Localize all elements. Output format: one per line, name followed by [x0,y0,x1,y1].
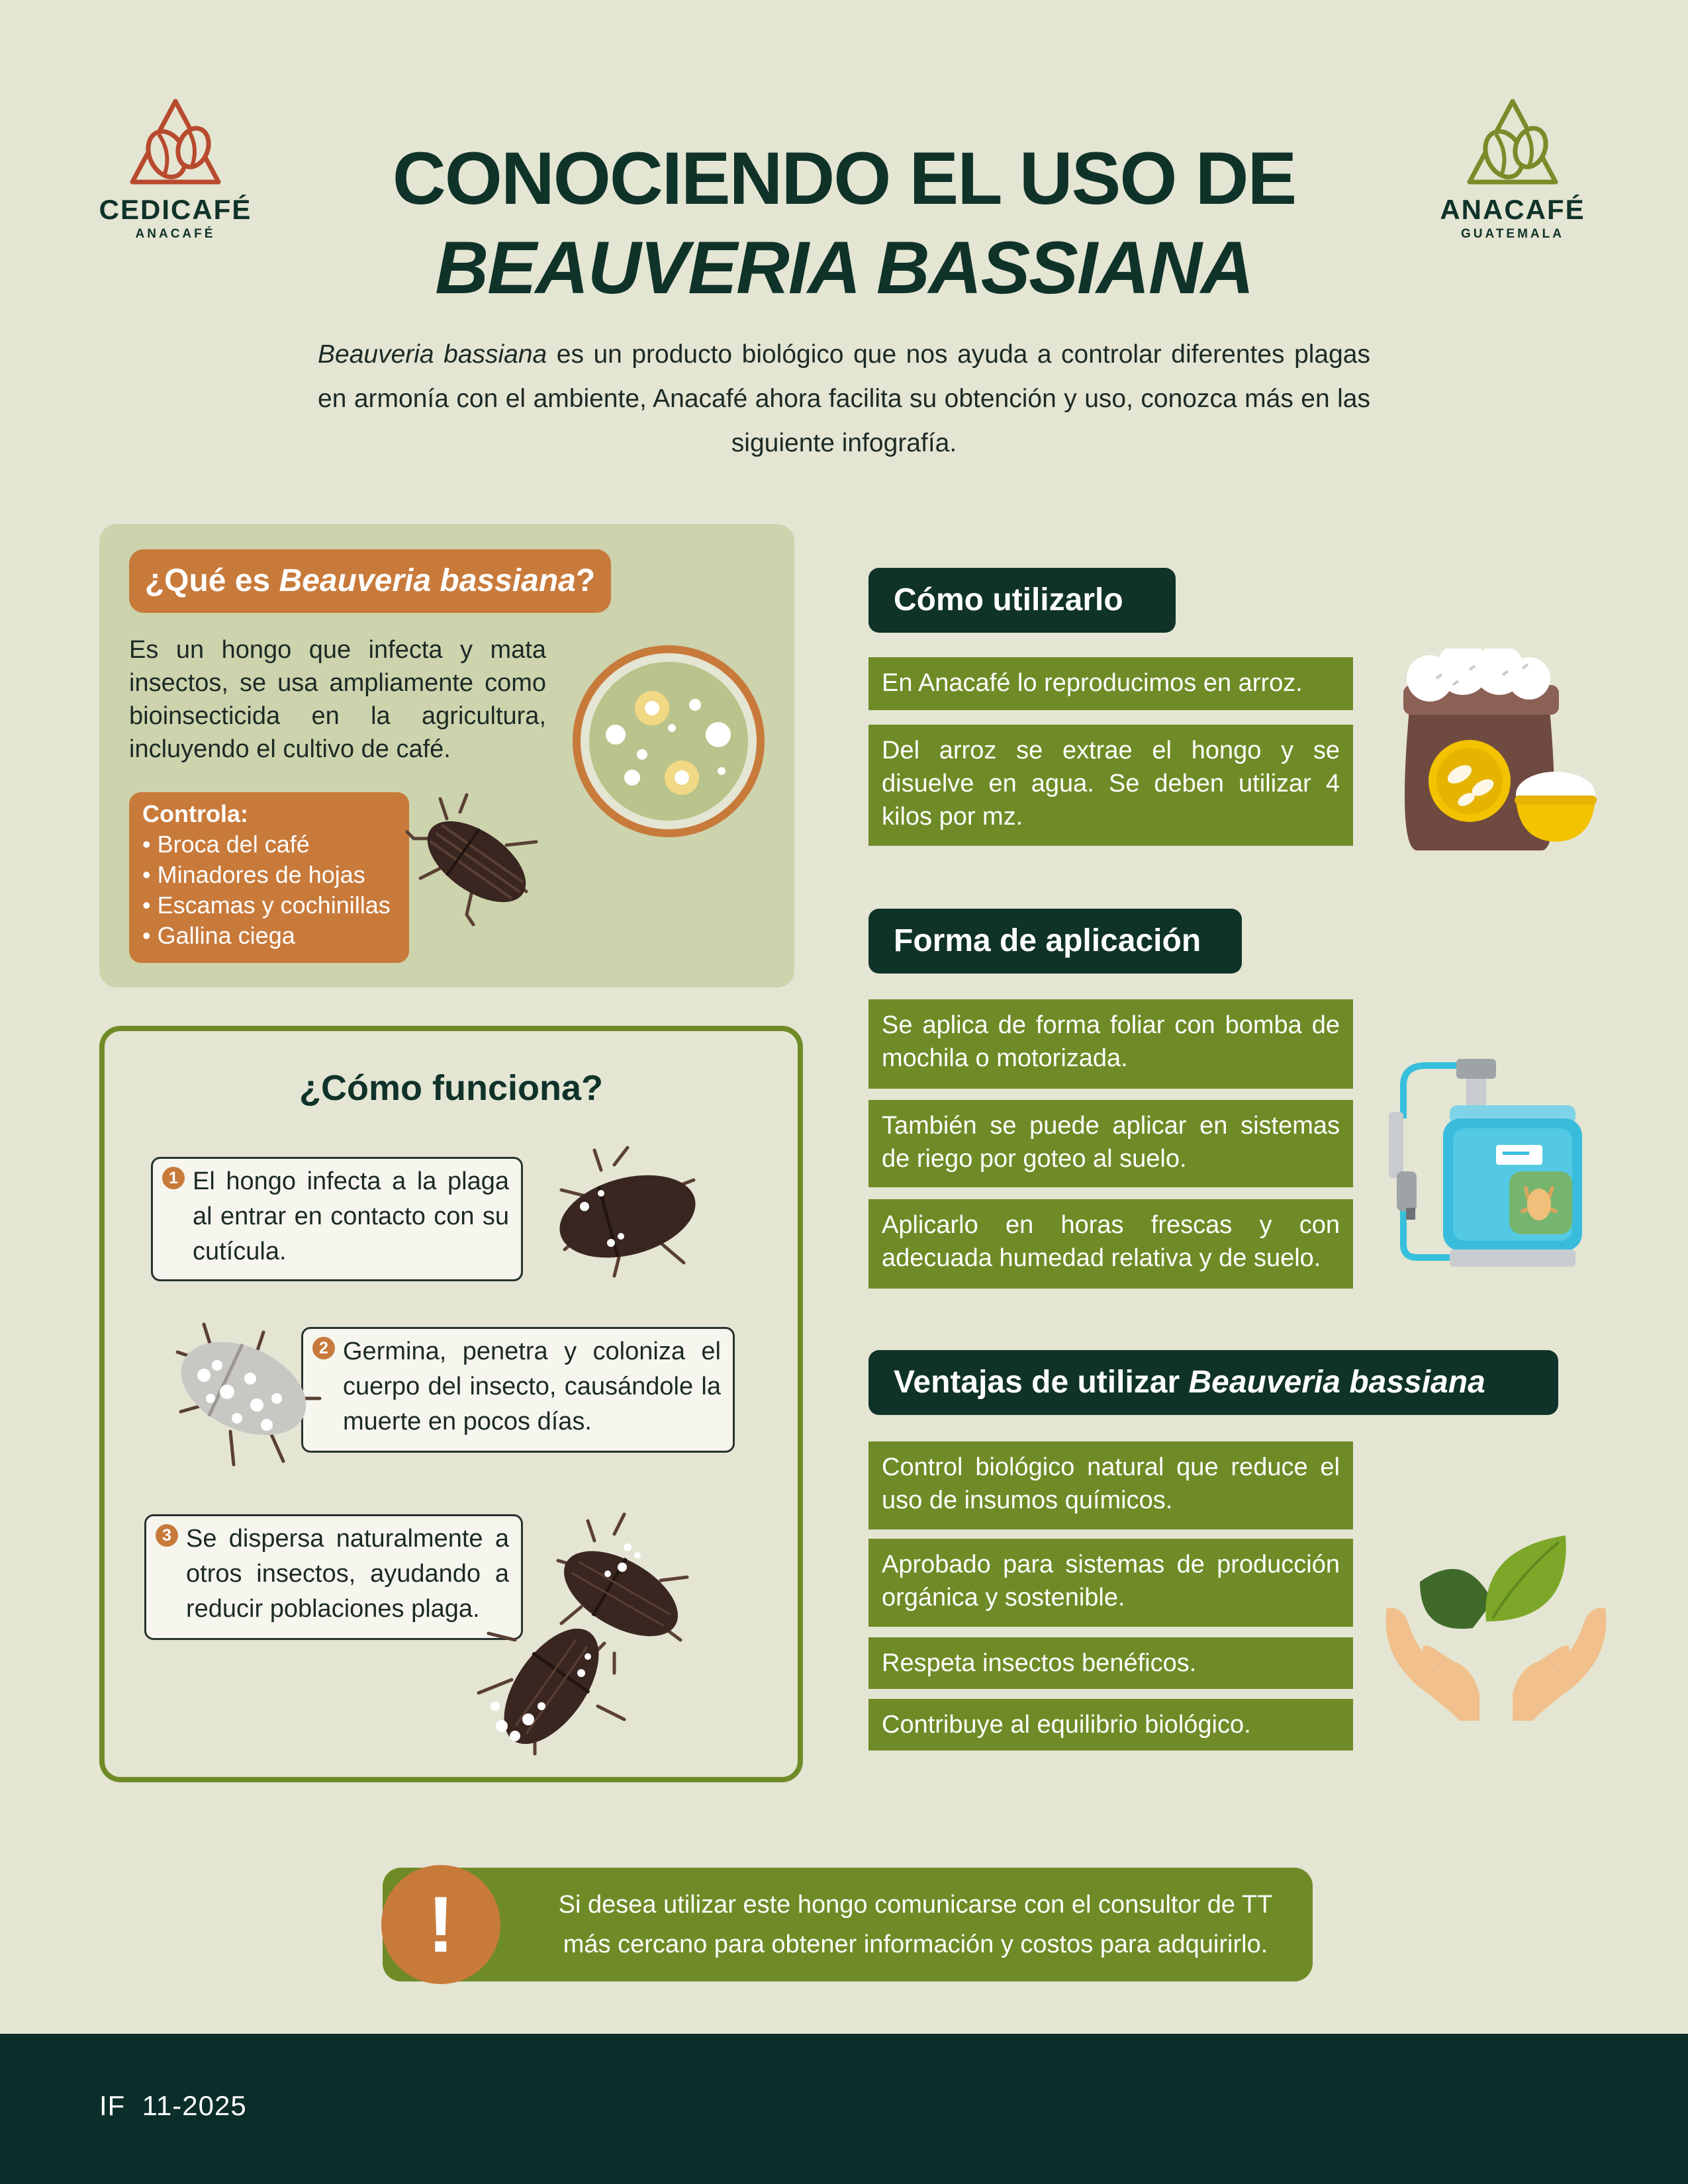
que-es-description: Es un hongo que infecta y mata insectos, se usa ampliamente como bioinsecticida en la agricultura, incluyendo el cultivo de café. [129,636,546,763]
step-2-text: Germina, penetra y coloniza el cuerpo del insecto, causándole la muerte en pocos días. [343,1338,721,1435]
como-funciona-title: ¿Cómo funciona? [299,1068,603,1108]
forma-aplicacion-title: Forma de aplicación [868,909,1242,974]
ventajas-title: Ventajas de utilizar Beauveria bassiana [868,1350,1558,1415]
como-utilizarlo-title: Cómo utilizarlo [868,568,1176,633]
como-utilizarlo-item: En Anacafé lo reproducimos en arroz. [868,657,1353,710]
intro-text: es un producto biológico que nos ayuda a controlar diferentes plagas en armonía con el ambiente, Anacafé ahora facilita su obtención y uso, conozca más en las siguiente infografía. [318,340,1370,457]
step-3-text: Se dispersa naturalmente a otros insectos, ayudando a reducir poblaciones plaga. [186,1525,509,1623]
alert-icon: ! [381,1865,500,1984]
petri-dish-icon [569,642,768,841]
step-1-number: 1 [162,1167,185,1189]
infected-beetle-icon [164,1312,323,1471]
step-1-box [151,1157,523,1281]
cedicafe-logo-name: CEDICAFÉ [99,194,252,225]
forma-aplicacion-item: Se aplica de forma foliar con bomba de mochila o motorizada. [868,999,1353,1089]
step-3-number: 3 [156,1524,178,1547]
page-title-line2: BEAUVERIA BASSIANA [435,226,1253,309]
sprayer-pump-icon [1377,1052,1595,1271]
ventajas-item: Contribuye al equilibrio biológico. [868,1699,1353,1751]
controla-item: • Broca del café [142,831,310,858]
cedicafe-logo-sub: ANACAFÉ [135,227,216,241]
ventajas-item: Control biológico natural que reduce el uso de insumos químicos. [868,1441,1353,1529]
rice-sack-icon [1390,649,1609,860]
intro-paragraph [318,332,1370,465]
controla-label: Controla: [142,800,248,827]
step-1-text: El hongo infecta a la plaga al entrar en contacto con su cutícula. [193,1167,509,1265]
forma-aplicacion-item: También se puede aplicar en sistemas de riego por goteo al suelo. [868,1100,1353,1187]
como-funciona-card [99,1026,803,1782]
controla-item: • Gallina ciega [142,922,295,949]
ventajas-title-emphasis: Beauveria bassiana [1188,1365,1485,1400]
anacafe-logo-sub: GUATEMALA [1461,227,1564,241]
controla-box [129,792,409,963]
page-title-line1: CONOCIENDO EL USO DE [392,137,1296,220]
spreading-beetles-icon [449,1508,733,1759]
beetle-icon [400,792,553,931]
footer [0,2034,1688,2184]
notice-text: Si desea utilizar este hongo comunicarse con el consultor de TT más cercano para obtener información y costos para adquirirlo. [558,1891,1273,1958]
que-es-title: ¿Qué es Beauveria bassiana? [129,549,611,613]
ventajas-item: Respeta insectos benéficos. [868,1637,1353,1689]
document-code: IF 11-2025 [99,2090,247,2121]
que-es-title-emphasis: Beauveria bassiana [279,563,576,598]
controla-item: • Minadores de hojas [142,861,365,888]
step-2-box [301,1327,735,1453]
controla-item: • Escamas y cochinillas [142,891,391,919]
forma-aplicacion-item: Aplicarlo en horas frescas y con adecuada humedad relativa y de suelo. [868,1199,1353,1289]
beetle-icon [535,1144,707,1283]
hands-leaves-icon [1380,1522,1612,1721]
ventajas-item: Aprobado para sistemas de producción orgánica y sostenible. [868,1539,1353,1627]
como-utilizarlo-item: Del arroz se extrae el hongo y se disuelve en agua. Se deben utilizar 4 kilos por mz. [868,725,1353,846]
anacafe-logo-name: ANACAFÉ [1440,194,1585,225]
intro-emphasis: Beauveria bassiana [318,340,547,369]
que-es-card [99,524,794,987]
step-2-number: 2 [312,1337,335,1359]
contact-notice [383,1868,1313,1981]
